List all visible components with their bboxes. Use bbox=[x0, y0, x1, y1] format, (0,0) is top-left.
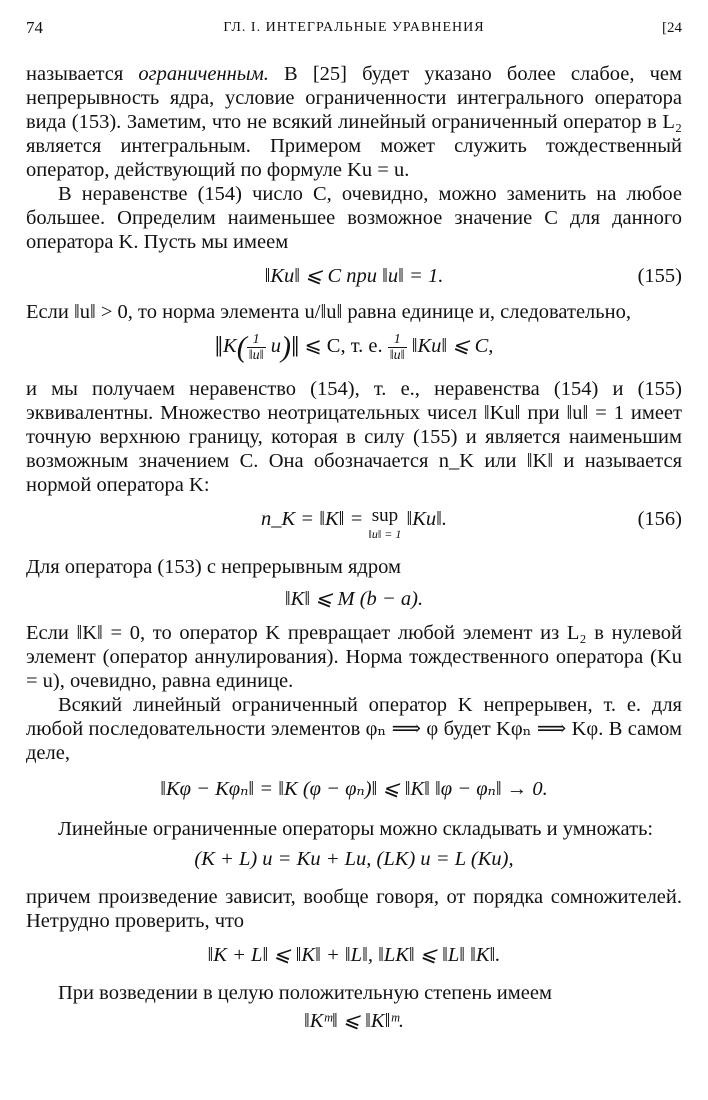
equation-156: n_K = ‖K‖ = sup ‖u‖ = 1 ‖Ku‖. (156) bbox=[260, 505, 682, 541]
equation-norm: ‖K( $\frac{1}{‖u‖}$ u)‖ ⩽ C, т. е. $\frac{1}{‖u‖}$ ‖Ku‖ ⩽ C, bbox=[214, 330, 494, 364]
emphasis-term: ограниченным. bbox=[138, 63, 269, 85]
equation-power: ‖Kᵐ‖ ⩽ ‖K‖ᵐ. bbox=[303, 1010, 405, 1032]
sup-operator: sup ‖u‖ = 1 bbox=[368, 505, 402, 541]
equation-number: (156) bbox=[637, 508, 682, 530]
chapter-title: ГЛ. I. ИНТЕГРАЛЬНЫЕ УРАВНЕНИЯ bbox=[223, 20, 485, 35]
running-header bbox=[26, 18, 682, 42]
paragraph-10: При возведении в целую положительную степень имеем bbox=[58, 982, 552, 1004]
equation-155: ‖Ku‖ ⩽ C при ‖u‖ = 1. (155) bbox=[264, 265, 682, 287]
paragraph-7: Всякий линейный ограниченный оператор K непрерывен, т. е. для любой последовательности элементов φₙ ⟹ φ будет Kφₙ ⟹ Kφ. В самом деле, bbox=[26, 694, 682, 764]
page-number: 74 bbox=[26, 18, 43, 37]
equation-operations: (K + L) u = Ku + Lu, (LK) u = L (Ku), bbox=[194, 848, 514, 870]
paragraph-4: и мы получаем неравенство (154), т. е., неравенства (154) и (155) эквивалентны. Множество неотрицательных чисел ‖Ku‖ при ‖u‖ = 1 имеет точную верхнюю границу, которая в силу (155) и является наименьшим возможным значением C. Она обозначается n_K или ‖K‖ и называется нормой оператора K: bbox=[26, 378, 682, 496]
equation-continuity: ‖Kφ − Kφₙ‖ = ‖K (φ − φₙ)‖ ⩽ ‖K‖ ‖φ − φₙ‖ → 0. bbox=[160, 778, 548, 800]
paragraph-1: называется ограниченным. В [25] будет указано более слабое, чем непрерывность ядра, условие ограниченности интегрального оператора вида (153). Заметим, что не всякий линейный ограниченный оператор в L₂ является интегральным. Примером может служить тождественный оператор, действующий по формуле Ku = u. bbox=[26, 63, 682, 181]
paragraph-5: Для оператора (153) с непрерывным ядром bbox=[26, 556, 401, 578]
equation-number: (155) bbox=[637, 265, 682, 287]
paragraph-8: Линейные ограниченные операторы можно складывать и умножать: bbox=[58, 818, 654, 840]
section-marker: [24 bbox=[662, 20, 682, 36]
equation-bound: ‖K‖ ⩽ M (b − a). bbox=[284, 588, 424, 610]
fraction: $\frac{1}{‖u‖}$ bbox=[389, 332, 405, 363]
paragraph-2: В неравенстве (154) число C, очевидно, можно заменить на любое большее. Определим наименьшее возможное значение C для данного оператора K. Пусть мы имеем bbox=[26, 183, 682, 253]
equation-inequalities: ‖K + L‖ ⩽ ‖K‖ + ‖L‖, ‖LK‖ ⩽ ‖L‖ ‖K‖. bbox=[207, 944, 501, 966]
paragraph-3: Если ‖u‖ > 0, то норма элемента u/‖u‖ равна единице и, следовательно, bbox=[26, 301, 631, 323]
paragraph-6: Если ‖K‖ = 0, то оператор K превращает любой элемент из L₂ в нулевой элемент (оператор аннулирования). Норма тождественного оператора (Ku = u), очевидно, равна единице. bbox=[26, 622, 682, 692]
page-body bbox=[26, 62, 682, 1033]
paragraph-9: причем произведение зависит, вообще говоря, от порядка сомножителей. Нетрудно проверить, что bbox=[26, 886, 682, 932]
fraction: $\frac{1}{‖u‖}$ bbox=[248, 332, 264, 363]
